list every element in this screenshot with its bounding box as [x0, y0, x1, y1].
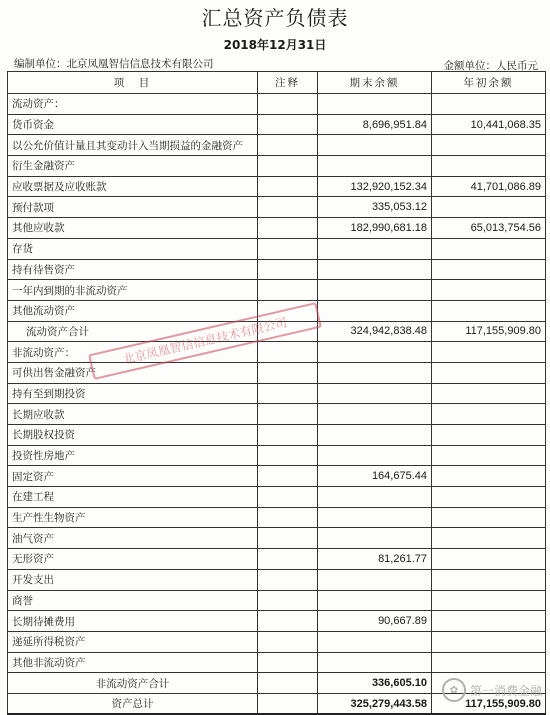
row-label: 流动资产合计 [8, 321, 258, 342]
row-note [258, 135, 318, 156]
row-end-balance: 164,675.44 [318, 466, 432, 487]
row-begin-balance [432, 590, 546, 611]
row-end-balance: 182,990,681.18 [318, 218, 432, 239]
table-row [8, 321, 546, 342]
row-end-balance [318, 135, 432, 156]
row-begin-balance [432, 259, 546, 280]
row-begin-balance [432, 445, 546, 466]
header-begin-balance: 年初余额 [432, 72, 546, 94]
row-end-balance [318, 362, 432, 383]
row-label: 在建工程 [8, 487, 258, 508]
row-end-balance: 90,667.89 [318, 611, 432, 632]
row-label: 油气资产 [8, 528, 258, 549]
row-begin-balance [432, 487, 546, 508]
table-row [8, 94, 546, 115]
header-end-balance: 期末余额 [318, 72, 432, 94]
row-note [258, 528, 318, 549]
table-row [8, 652, 546, 673]
row-note [258, 321, 318, 342]
row-label: 长期待摊费用 [8, 611, 258, 632]
row-end-balance [318, 590, 432, 611]
table-row [8, 425, 546, 446]
row-note [258, 114, 318, 135]
row-end-balance [318, 528, 432, 549]
row-note [258, 445, 318, 466]
row-begin-balance: 117,155,909.80 [432, 321, 546, 342]
row-note [258, 404, 318, 425]
row-end-balance [318, 156, 432, 177]
row-label: 非流动资产合计 [8, 673, 258, 694]
row-note [258, 176, 318, 197]
table-row [8, 362, 546, 383]
report-date: 2018年12月31日 [223, 38, 327, 52]
row-label: 衍生金融资产 [8, 156, 258, 177]
table-row [8, 487, 546, 508]
row-note [258, 549, 318, 570]
row-begin-balance [432, 631, 546, 652]
seal-stamp: 北京凤凰智信信息技术有限公司 [88, 302, 322, 380]
table-row [8, 528, 546, 549]
row-begin-balance [432, 528, 546, 549]
row-end-balance [318, 259, 432, 280]
row-begin-balance [432, 425, 546, 446]
table-row [8, 569, 546, 590]
table-row [8, 466, 546, 487]
row-end-balance [318, 569, 432, 590]
row-end-balance: 335,053.12 [318, 197, 432, 218]
table-header-row [8, 72, 546, 94]
row-note [258, 673, 318, 694]
row-label: 持有至到期投资 [8, 383, 258, 404]
row-note [258, 383, 318, 404]
row-label: 以公允价值计量且其变动计入当期损益的金融资产 [8, 135, 258, 156]
header-item: 项 目 [8, 72, 258, 94]
row-begin-balance [432, 342, 546, 363]
balance-sheet-table [7, 71, 546, 715]
table-row [8, 611, 546, 632]
row-note [258, 238, 318, 259]
row-end-balance: 325,279,443.58 [318, 693, 432, 714]
row-end-balance [318, 507, 432, 528]
table-row [8, 300, 546, 321]
row-label: 长期应收款 [8, 404, 258, 425]
row-begin-balance: 41,701,086.89 [432, 176, 546, 197]
table-row [8, 631, 546, 652]
row-label: 投资性房地产 [8, 445, 258, 466]
row-label: 持有待售资产 [8, 259, 258, 280]
table-row [8, 404, 546, 425]
row-label: 生产性生物资产 [8, 507, 258, 528]
row-begin-balance [432, 404, 546, 425]
table-row [8, 135, 546, 156]
row-end-balance [318, 238, 432, 259]
balance-sheet [7, 71, 545, 715]
table-row [8, 549, 546, 570]
row-begin-balance [432, 156, 546, 177]
watermark [442, 677, 542, 703]
row-begin-balance [432, 652, 546, 673]
row-label: 一年内到期的非流动资产 [8, 280, 258, 301]
row-note [258, 218, 318, 239]
row-note [258, 611, 318, 632]
reporting-entity: 编制单位：北京凤凰智信信息技术有限公司 [14, 58, 214, 70]
row-end-balance: 132,920,152.34 [318, 176, 432, 197]
table-row [8, 342, 546, 363]
table-row [8, 156, 546, 177]
row-end-balance [318, 280, 432, 301]
table-row [8, 238, 546, 259]
table-row [8, 280, 546, 301]
table-row [8, 114, 546, 135]
row-begin-balance: 65,013,754.56 [432, 218, 546, 239]
row-end-balance: 324,942,838.48 [318, 321, 432, 342]
row-label: 长期股权投资 [8, 425, 258, 446]
row-begin-balance [432, 383, 546, 404]
page-title: 汇总资产负债表 [201, 6, 349, 30]
table-row [8, 445, 546, 466]
row-note [258, 197, 318, 218]
row-begin-balance [432, 238, 546, 259]
row-begin-balance [432, 362, 546, 383]
row-begin-balance [432, 300, 546, 321]
row-begin-balance [432, 197, 546, 218]
row-label: 开发支出 [8, 569, 258, 590]
row-label: 无形资产 [8, 549, 258, 570]
row-label: 固定资产 [8, 466, 258, 487]
row-note [258, 466, 318, 487]
wechat-icon: ✿ [442, 678, 466, 702]
row-end-balance [318, 404, 432, 425]
row-begin-balance: 117,155,909.80 [432, 693, 546, 714]
table-row [8, 590, 546, 611]
row-end-balance: 336,605.10 [318, 673, 432, 694]
row-note [258, 342, 318, 363]
row-label: 存货 [8, 238, 258, 259]
row-note [258, 590, 318, 611]
table-row [8, 383, 546, 404]
row-note [258, 259, 318, 280]
row-label: 递延所得税资产 [8, 631, 258, 652]
row-note [258, 652, 318, 673]
row-end-balance: 8,696,951.84 [318, 114, 432, 135]
row-begin-balance [432, 569, 546, 590]
row-label: 其他流动资产 [8, 300, 258, 321]
row-label: 预付款项 [8, 197, 258, 218]
row-end-balance [318, 342, 432, 363]
row-label: 货币资金 [8, 114, 258, 135]
row-note [258, 487, 318, 508]
row-label: 流动资产： [8, 94, 258, 115]
row-note [258, 280, 318, 301]
row-note [258, 300, 318, 321]
row-end-balance [318, 652, 432, 673]
row-begin-balance [432, 280, 546, 301]
row-end-balance [318, 487, 432, 508]
row-note [258, 156, 318, 177]
row-note [258, 569, 318, 590]
row-end-balance [318, 94, 432, 115]
row-end-balance [318, 383, 432, 404]
row-note [258, 362, 318, 383]
row-end-balance [318, 300, 432, 321]
row-begin-balance: 10,441,068.35 [432, 114, 546, 135]
row-begin-balance [432, 466, 546, 487]
row-begin-balance [432, 611, 546, 632]
row-label: 资产总计 [8, 693, 258, 714]
row-note [258, 631, 318, 652]
row-begin-balance [432, 507, 546, 528]
row-end-balance [318, 425, 432, 446]
row-note [258, 94, 318, 115]
row-note [258, 425, 318, 446]
row-label: 应收票据及应收账款 [8, 176, 258, 197]
row-end-balance [318, 631, 432, 652]
row-label: 可供出售金融资产 [8, 362, 258, 383]
row-note [258, 507, 318, 528]
table-row [8, 197, 546, 218]
row-label: 其他应收款 [8, 218, 258, 239]
row-note [258, 693, 318, 714]
row-label: 非流动资产： [8, 342, 258, 363]
row-begin-balance [432, 549, 546, 570]
row-label: 其他非流动资产 [8, 652, 258, 673]
row-end-balance: 81,261.77 [318, 549, 432, 570]
row-begin-balance [432, 135, 546, 156]
header-note: 注释 [258, 72, 318, 94]
row-end-balance [318, 445, 432, 466]
watermark-text: 第一消费金融 [469, 683, 542, 698]
row-label: 商誉 [8, 590, 258, 611]
currency-unit: 金额单位：人民币元 [443, 60, 538, 72]
table-row [8, 507, 546, 528]
row-begin-balance [432, 94, 546, 115]
table-row [8, 259, 546, 280]
table-row [8, 218, 546, 239]
table-row [8, 176, 546, 197]
